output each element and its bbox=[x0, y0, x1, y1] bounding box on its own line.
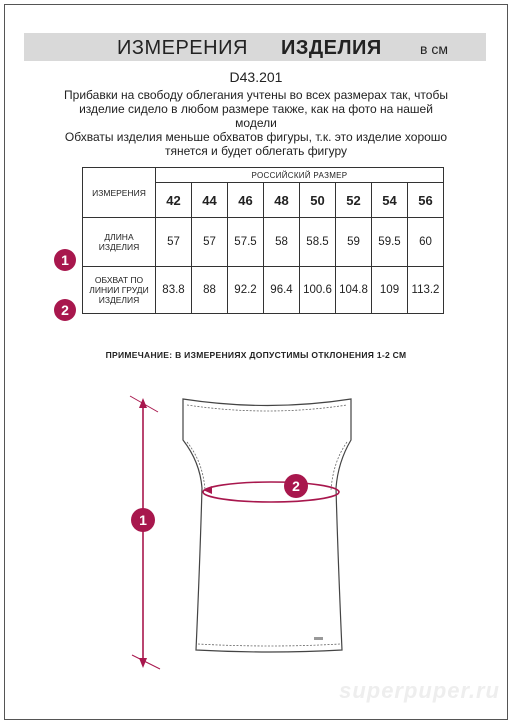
length-measure-cap-bottom bbox=[132, 655, 160, 669]
value-cell: 109 bbox=[372, 267, 408, 314]
garment-diagram bbox=[0, 380, 512, 680]
table-row-bust bbox=[83, 267, 444, 314]
length-arrow-bottom bbox=[139, 658, 147, 668]
table-corner-label: ИЗМЕРЕНИЯ bbox=[83, 168, 156, 218]
value-cell: 104.8 bbox=[336, 267, 372, 314]
value-cell: 58.5 bbox=[300, 218, 336, 267]
size-cell: 42 bbox=[156, 183, 192, 218]
table-header-row bbox=[83, 168, 444, 183]
bust-ellipse bbox=[203, 482, 339, 502]
value-cell: 58 bbox=[264, 218, 300, 267]
row-number-badge: 1 bbox=[54, 249, 76, 271]
value-cell: 59 bbox=[336, 218, 372, 267]
header-title-garment: ИЗДЕЛИЯ bbox=[281, 37, 382, 59]
ease-note: Прибавки на свободу облегания учтены во всех размерах так, чтобы изделие сидело в любом размере также, как на фото на нашей модели bbox=[64, 88, 448, 130]
size-cell: 46 bbox=[228, 183, 264, 218]
watermark: superpuper.ru bbox=[339, 678, 500, 703]
tolerance-remark: ПРИМЕЧАНИЕ: В ИЗМЕРЕНИЯХ ДОПУСТИМЫ ОТКЛОНЕНИЯ 1-2 СМ bbox=[105, 350, 407, 360]
value-cell: 92.2 bbox=[228, 267, 264, 314]
hem-label-tab bbox=[314, 637, 323, 640]
value-cell: 57 bbox=[192, 218, 228, 267]
hem-stitch bbox=[198, 644, 340, 646]
right-armhole-stitch bbox=[331, 442, 347, 490]
size-cell: 52 bbox=[336, 183, 372, 218]
value-cell: 59.5 bbox=[372, 218, 408, 267]
size-table bbox=[82, 167, 444, 314]
value-cell: 96.4 bbox=[264, 267, 300, 314]
value-cell: 57.5 bbox=[228, 218, 264, 267]
value-cell: 83.8 bbox=[156, 267, 192, 314]
size-cell: 54 bbox=[372, 183, 408, 218]
size-cell: 48 bbox=[264, 183, 300, 218]
value-cell: 88 bbox=[192, 267, 228, 314]
article-code: D43.201 bbox=[229, 69, 283, 85]
bust-arrow bbox=[203, 486, 212, 494]
value-cell: 100.6 bbox=[300, 267, 336, 314]
header-unit: в см bbox=[420, 41, 448, 57]
value-cell: 60 bbox=[408, 218, 444, 267]
value-cell: 113.2 bbox=[408, 267, 444, 314]
size-cell: 50 bbox=[300, 183, 336, 218]
length-arrow-top bbox=[139, 398, 147, 408]
fit-note: Обхваты изделия меньше обхватов фигуры, т.к. это изделие хорошо тянется и будет облегать фигуру bbox=[64, 130, 448, 158]
top-outline bbox=[183, 399, 351, 652]
size-cell: 44 bbox=[192, 183, 228, 218]
header-title-measurements: ИЗМЕРЕНИЯ bbox=[117, 37, 248, 59]
row-label-bust: ОБХВАТ ПО ЛИНИИ ГРУДИ ИЗДЕЛИЯ bbox=[83, 267, 156, 314]
header-banner bbox=[24, 33, 486, 61]
table-row-length bbox=[83, 218, 444, 267]
row-label-length: ДЛИНА ИЗДЕЛИЯ bbox=[83, 218, 156, 267]
bust-marker-number: 2 bbox=[292, 478, 300, 494]
value-cell: 57 bbox=[156, 218, 192, 267]
row-number-badge: 2 bbox=[54, 299, 76, 321]
size-group-label: РОССИЙСКИЙ РАЗМЕР bbox=[156, 168, 444, 183]
length-marker-number: 1 bbox=[139, 512, 147, 528]
size-cell: 56 bbox=[408, 183, 444, 218]
